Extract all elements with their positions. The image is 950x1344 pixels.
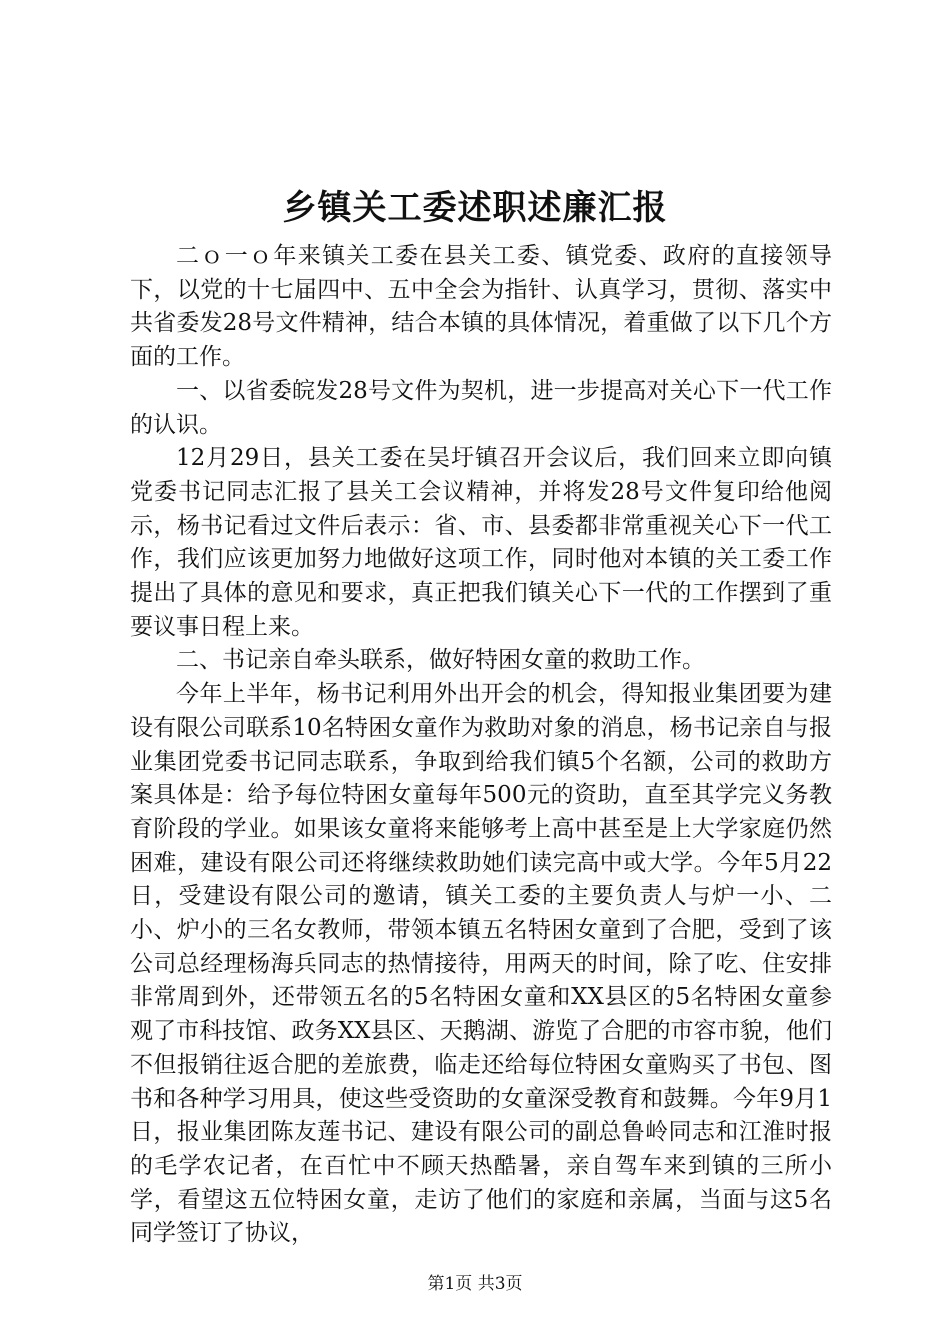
paragraph-intro: 二ｏ一ｏ年来镇关工委在县关工委、镇党委、政府的直接领导下，以党的十七届四中、五中全会为指针、认真学习，贯彻、落实中共省委发28号文件精神，结合本镇的具体情况，着重做了以下几个方面的工作。 [130,243,832,371]
document-title: 乡镇关工委述职述廉汇报 [282,188,668,228]
paragraph-aid: 今年上半年，杨书记利用外出开会的机会，得知报业集团要为建设有限公司联系10名特困女童作为救助对象的消息，杨书记亲自与报业集团党委书记同志联系，争取到给我们镇5个名额，公司的救助方案具体是：给予每位特困女童每年500元的资助，直至其学完义务教育阶段的学业。如果该女童将来能够考上高中甚至是上大学家庭仍然困难，建设有限公司还将继续救助她们读完高中或大学。今年5月22日，受建设有限公司的邀请，镇关工委的主要负责人与炉一小、二小、炉小的三名女教师，带领本镇五名特困女童到了合肥，受到了该公司总经理杨海兵同志的热情接待，用两天的时间，除了吃、住安排非常周到外，还带领五名的5名特困女童和XX县区的5名特困女童参观了市科技馆、政务XX县区、天鹅湖、游览了合肥的市容市貌，他们不但报销往返合肥的差旅费，临走还给每位特困女童购买了书包、图书和各种学习用具，使这些受资助的女童深受教育和鼓舞。今年9月1日，报业集团陈友莲书记、建设有限公司的副总鲁岭同志和江淮时报的毛学农记者，在百忙中不顾天热酷暑，亲自驾车来到镇的三所小学，看望这五位特困女童，走访了他们的家庭和亲属，当面与这5名同学签订了协议， [130,681,832,1247]
paragraph-meeting: 12月29日，县关工委在吴圩镇召开会议后，我们回来立即向镇党委书记同志汇报了县关工会议精神，并将发28号文件复印给他阅示，杨书记看过文件后表示：省、市、县委都非常重视关心下一代工作，我们应该更加努力地做好这项工作，同时他对本镇的关工委工作提出了具体的意见和要求，真正把我们镇关心下一代的工作摆到了重要议事日程上来。 [130,445,832,640]
paragraph-heading-2: 二、书记亲自牵头联系，做好特困女童的救助工作。 [176,647,705,674]
document-body [130,240,832,1251]
paragraph-heading-1: 一、以省委皖发28号文件为契机，进一步提高对关心下一代工作的认识。 [130,377,832,438]
page-number-footer: 第1页 共3页 [427,1274,523,1294]
